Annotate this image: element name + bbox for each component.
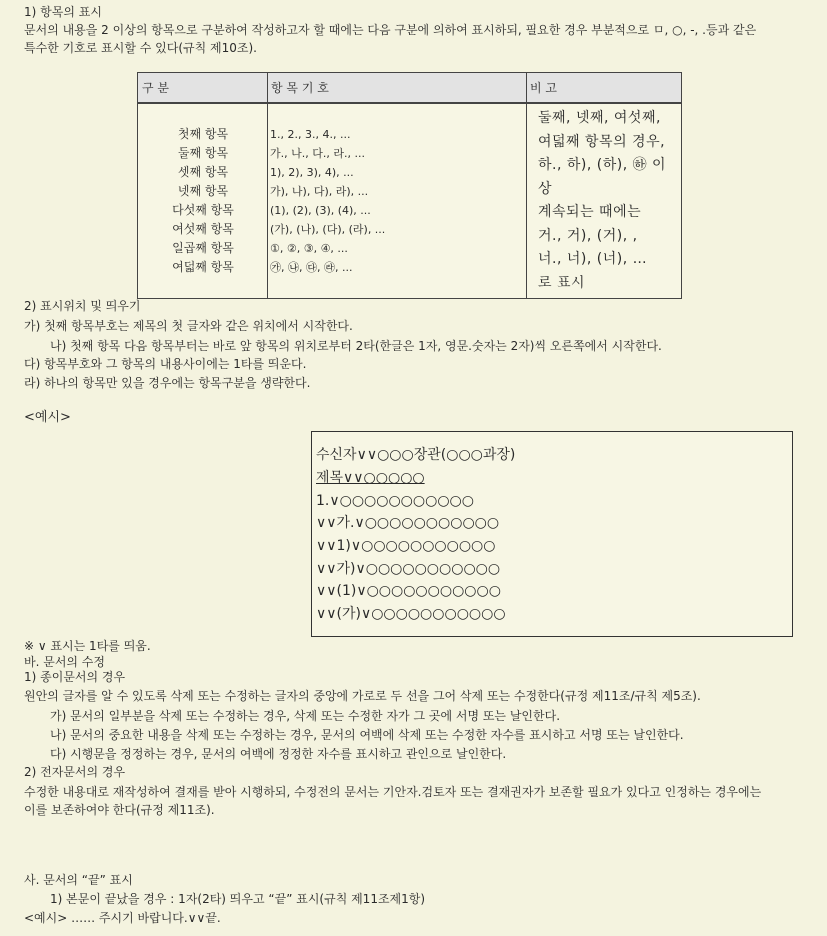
section-2-item: 나) 첫째 항목 다음 항목부터는 바로 앞 항목의 위치로부터 2타(한글은 1자, 영문.숫자는 2자)씩 오른쪽에서 시작한다.: [50, 339, 662, 353]
table-header-remark: 비 고: [530, 81, 557, 95]
paper-document-heading: 1) 종이문서의 경우: [24, 670, 126, 684]
example-line: ∨∨1)∨○○○○○○○○○○○: [316, 538, 496, 554]
paper-document-item: 다) 시행문을 정정하는 경우, 문서의 여백에 정정한 자수를 표시하고 관인으로 날인한다.: [50, 747, 507, 761]
remark-line: 상: [538, 180, 553, 197]
section-sa-example: <예시> …… 주시기 바랍니다.∨∨끝.: [24, 911, 221, 925]
table-row-symbol: 가., 나., 다., 라., ...: [270, 147, 365, 160]
remark-line: 계속되는 때에는: [538, 204, 642, 220]
remark-line: 둘째, 넷째, 여섯째,: [538, 110, 661, 126]
section-2-item: 라) 하나의 항목만 있을 경우에는 항목구분을 생략한다.: [24, 376, 311, 390]
example-label: <예시>: [24, 410, 71, 425]
spacing-note: ※ ∨ 표시는 1타를 띄움.: [24, 639, 151, 653]
table-header-symbol: 항 목 기 호: [271, 81, 329, 95]
table-row-label: 둘째 항목: [177, 146, 229, 160]
remark-line: 하., 하), (하), ㉻ 이: [538, 157, 667, 173]
table-row-label: 첫째 항목: [177, 127, 229, 141]
table-row-symbol: 가), 나), 다), 라), ...: [270, 185, 369, 198]
paper-document-item: 가) 문서의 일부분을 삭제 또는 수정하는 경우, 삭제 또는 수정한 자가 그 곳에 서명 또는 날인한다.: [50, 709, 561, 723]
remark-line: 거., 거), (거), ,: [538, 227, 638, 244]
item-symbol-table: [137, 72, 682, 299]
table-row-label: 여덟째 항목: [172, 260, 234, 274]
example-line: ∨∨가)∨○○○○○○○○○○○: [316, 561, 501, 577]
table-row-label: 다섯째 항목: [172, 203, 234, 217]
table-column-symbol: [270, 125, 385, 277]
example-line: 1.∨○○○○○○○○○○○: [316, 493, 474, 509]
table-row-symbol: ①, ②, ③, ④, ...: [270, 242, 348, 255]
example-line: ∨∨(가)∨○○○○○○○○○○○: [316, 606, 506, 622]
table-row-symbol: 1., 2., 3., 4., ...: [270, 128, 351, 141]
table-divider: [526, 73, 527, 298]
table-row-symbol: (가), (나), (다), (라), ...: [270, 223, 386, 236]
section-ba-heading: 바. 문서의 수정: [24, 655, 105, 669]
section-1-paragraph-line-1: 문서의 내용을 2 이상의 항목으로 구분하여 작성하고자 할 때에는 다음 구분에 의하여 표시하되, 필요한 경우 부분적으로 ㅁ, ○, -, .등과 같은: [24, 23, 757, 37]
paper-document-paragraph: 원안의 글자를 알 수 있도록 삭제 또는 수정하는 글자의 중앙에 가로로 두 선을 그어 삭제 또는 수정한다(규정 제11조/규칙 제5조).: [24, 689, 701, 703]
remark-line: 로 표시: [538, 274, 586, 291]
table-row-symbol: (1), (2), (3), (4), ...: [270, 204, 371, 217]
table-row-label: 여섯째 항목: [172, 222, 234, 236]
table-column-remark: [538, 107, 666, 295]
example-title-line: 제목∨∨○○○○○: [316, 470, 425, 486]
paper-document-item: 나) 문서의 중요한 내용을 삭제 또는 수정하는 경우, 문서의 여백에 삭제 또는 수정한 자수를 표시하고 서명 또는 날인한다.: [50, 728, 684, 742]
table-row-label: 넷째 항목: [177, 184, 229, 198]
section-sa-item: 1) 본문이 끝났을 경우 : 1자(2타) 띄우고 “끝” 표시(규칙 제11조제1항): [50, 892, 426, 906]
example-recipient-line: 수신자∨∨○○○장관(○○○과장): [316, 447, 516, 463]
table-header-row: [138, 73, 681, 104]
section-2-item: 다) 항목부호와 그 항목의 내용사이에는 1타를 띄운다.: [24, 357, 307, 371]
section-1-heading: 1) 항목의 표시: [24, 5, 102, 19]
example-line: ∨∨가.∨○○○○○○○○○○○: [316, 515, 500, 531]
section-2-item: 가) 첫째 항목부호는 제목의 첫 글자와 같은 위치에서 시작한다.: [24, 319, 353, 333]
example-box: [311, 431, 793, 637]
electronic-document-line-1: 수정한 내용대로 재작성하여 결재를 받아 시행하되, 수정전의 문서는 기안자.검토자 또는 결재권자가 보존할 필요가 있다고 인정하는 경우에는: [24, 785, 762, 799]
section-sa-heading: 사. 문서의 “끝” 표시: [24, 873, 133, 887]
electronic-document-line-2: 이를 보존하여야 한다(규정 제11조).: [24, 803, 215, 817]
table-row-symbol: 1), 2), 3), 4), ...: [270, 166, 354, 179]
table-row-label: 일곱째 항목: [172, 241, 234, 255]
table-row-label: 셋째 항목: [177, 165, 229, 179]
section-2-heading: 2) 표시위치 및 띄우기: [24, 299, 141, 313]
remark-line: 여덟째 항목의 경우,: [538, 133, 666, 150]
example-line: ∨∨(1)∨○○○○○○○○○○○: [316, 583, 501, 599]
table-column-category: [138, 125, 268, 277]
table-row-symbol: ㉮, ㉯, ㉰, ㉱, ...: [270, 261, 353, 274]
table-header-category: 구 분: [142, 81, 169, 95]
electronic-document-heading: 2) 전자문서의 경우: [24, 765, 126, 779]
section-1-paragraph-line-2: 특수한 기호로 표시할 수 있다(규칙 제10조).: [24, 41, 257, 55]
remark-line: 너., 너), (너), …: [538, 251, 648, 267]
